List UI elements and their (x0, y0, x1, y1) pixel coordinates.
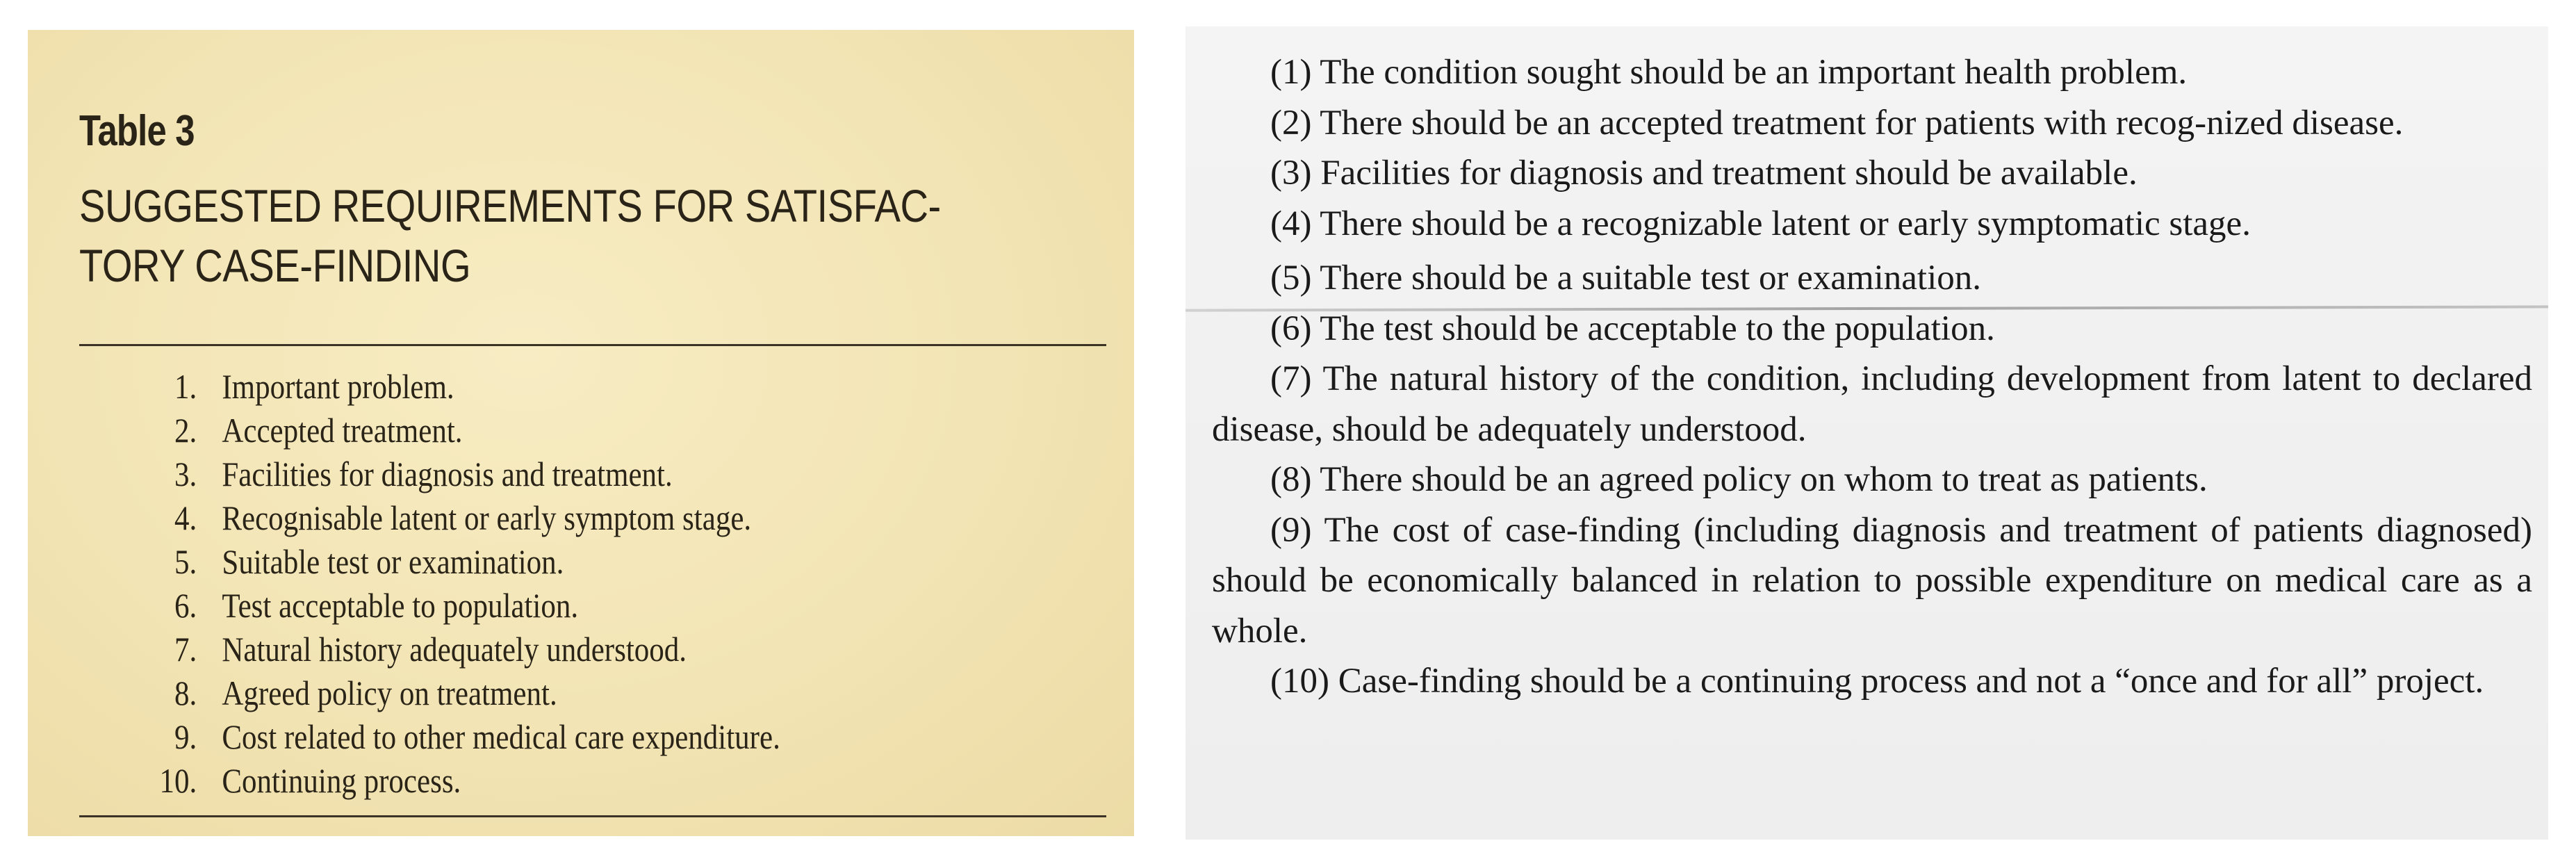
criterion-4: (4) There should be a recognizable latent or early symptomatic stage. (1270, 204, 2251, 243)
criterion-2: (2) There should be an accepted treatment for patients with recog-nized disease. (1270, 103, 2404, 142)
item-text: Agreed policy on treatment. (222, 673, 557, 712)
item-text: Continuing process. (222, 761, 461, 800)
item-text: Suitable test or examination. (222, 542, 564, 581)
criterion-5: (5) There should be a suitable test or examination. (1270, 259, 1982, 297)
item-number: 7. (174, 630, 197, 669)
item-number: 1. (174, 367, 197, 406)
item-text: Test acceptable to population. (222, 586, 579, 625)
table-bottom-rule (79, 815, 1106, 817)
list-item (125, 452, 780, 496)
item-text: Natural history adequately understood. (222, 630, 687, 669)
list-item (125, 759, 780, 803)
item-text: Cost related to other medical care expenditure. (222, 717, 780, 756)
list-item (125, 365, 780, 409)
criteria-scan (1186, 26, 2548, 840)
item-number: 6. (174, 586, 197, 625)
table-title (79, 176, 977, 295)
table-top-rule (79, 344, 1106, 346)
table-title-line-1: SUGGESTED REQUIREMENTS FOR SATISFAC- (79, 180, 941, 231)
criteria-text (1212, 47, 2532, 707)
table-title-line-2: TORY CASE-FINDING (79, 240, 471, 291)
criterion-6: (6) The test should be acceptable to the population. (1270, 309, 1995, 348)
criterion-7: (7) The natural history of the condition, including development from latent to declared disease, should be adequately understood. (1212, 359, 2532, 449)
list-item (125, 409, 780, 452)
item-number: 10. (159, 761, 197, 800)
list-item (125, 628, 780, 671)
item-text: Accepted treatment. (222, 411, 463, 450)
item-text: Facilities for diagnosis and treatment. (222, 455, 673, 493)
list-item (125, 496, 780, 540)
table-3-scan (28, 30, 1134, 836)
table-label: Table 3 (79, 107, 195, 155)
item-number: 5. (174, 542, 197, 581)
item-number: 8. (174, 673, 197, 712)
requirements-list (125, 365, 780, 803)
item-text: Recognisable latent or early symptom stage. (222, 498, 752, 537)
criterion-1: (1) The condition sought should be an important health problem. (1270, 53, 2188, 92)
criterion-9: (9) The cost of case-finding (including diagnosis and treatment of patients diagnosed) should be economically balanced in relation to possible expenditure on medical care as a whole. (1212, 510, 2532, 651)
list-item (125, 584, 780, 628)
criterion-3: (3) Facilities for diagnosis and treatment should be available. (1270, 154, 2138, 193)
item-number: 2. (174, 411, 197, 450)
item-number: 9. (174, 717, 197, 756)
list-item (125, 540, 780, 584)
item-number: 4. (174, 498, 197, 537)
list-item (125, 715, 780, 759)
list-item (125, 671, 780, 715)
criterion-8: (8) There should be an agreed policy on whom to treat as patients. (1270, 460, 2208, 499)
item-text: Important problem. (222, 367, 454, 406)
criterion-10: (10) Case-finding should be a continuing process and not a “once and for all” project. (1270, 662, 2484, 701)
item-number: 3. (174, 455, 197, 493)
